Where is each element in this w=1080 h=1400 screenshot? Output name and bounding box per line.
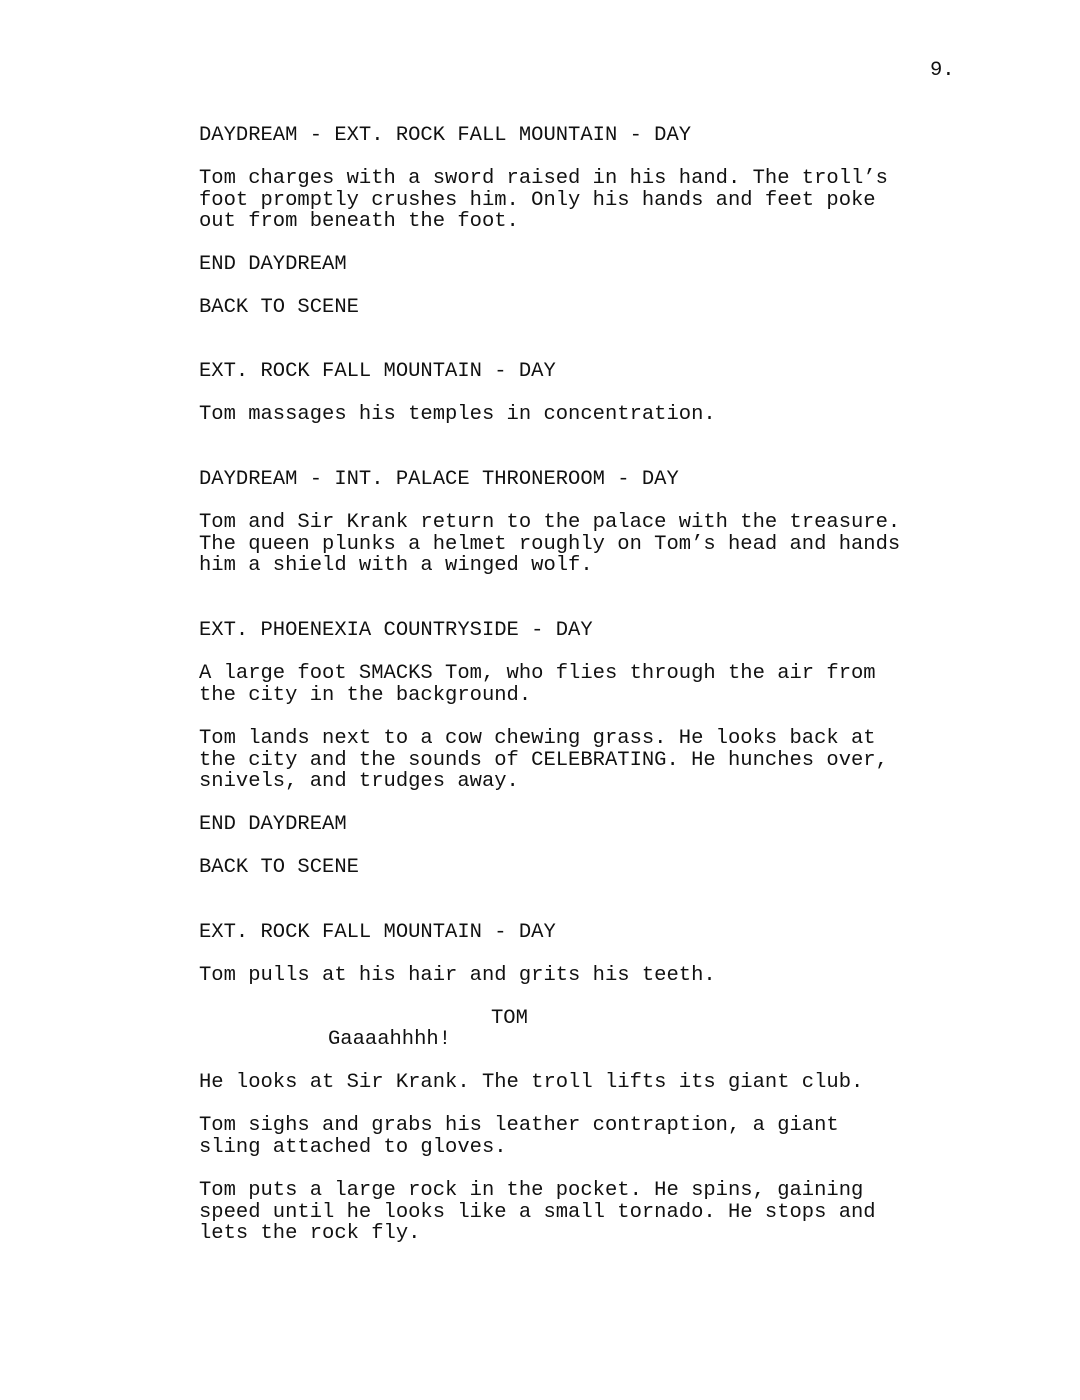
action-line: Tom sighs and grabs his leather contraption, a giant sling attached to gloves. — [199, 1114, 839, 1159]
action-line: Tom and Sir Krank return to the palace with the treasure. The queen plunks a helmet roughly on Tom’s head and hands him a shield with a winged wolf. — [199, 511, 901, 578]
scene-heading: DAYDREAM - INT. PALACE THRONEROOM - DAY — [199, 468, 679, 491]
action-line: He looks at Sir Krank. The troll lifts its giant club. — [199, 1071, 864, 1094]
transition-line: BACK TO SCENE — [199, 296, 359, 319]
character-name: TOM — [491, 1007, 528, 1030]
action-line: Tom lands next to a cow chewing grass. He looks back at the city and the sounds of CELEBRATING. He hunches over, snivels, and trudges away. — [199, 727, 888, 794]
page-number: 9. — [930, 59, 955, 82]
scene-heading: DAYDREAM - EXT. ROCK FALL MOUNTAIN - DAY — [199, 124, 692, 147]
scene-heading: EXT. PHOENEXIA COUNTRYSIDE - DAY — [199, 619, 593, 642]
action-line: Tom charges with a sword raised in his hand. The troll’s foot promptly crushes him. Only his hands and feet poke out from beneath the foot. — [199, 167, 888, 234]
scene-heading: EXT. ROCK FALL MOUNTAIN - DAY — [199, 921, 556, 944]
action-line: Tom massages his temples in concentration. — [199, 403, 716, 426]
dialogue-line: Gaaaahhhh! — [328, 1028, 452, 1051]
action-line: A large foot SMACKS Tom, who flies through the air from the city in the background. — [199, 662, 876, 707]
action-line: Tom pulls at his hair and grits his teeth. — [199, 964, 716, 987]
transition-line: END DAYDREAM — [199, 813, 347, 836]
scene-heading: EXT. ROCK FALL MOUNTAIN - DAY — [199, 360, 556, 383]
action-line: Tom puts a large rock in the pocket. He spins, gaining speed until he looks like a small tornado. He stops and lets the rock fly. — [199, 1179, 876, 1246]
transition-line: BACK TO SCENE — [199, 856, 359, 879]
transition-line: END DAYDREAM — [199, 253, 347, 276]
